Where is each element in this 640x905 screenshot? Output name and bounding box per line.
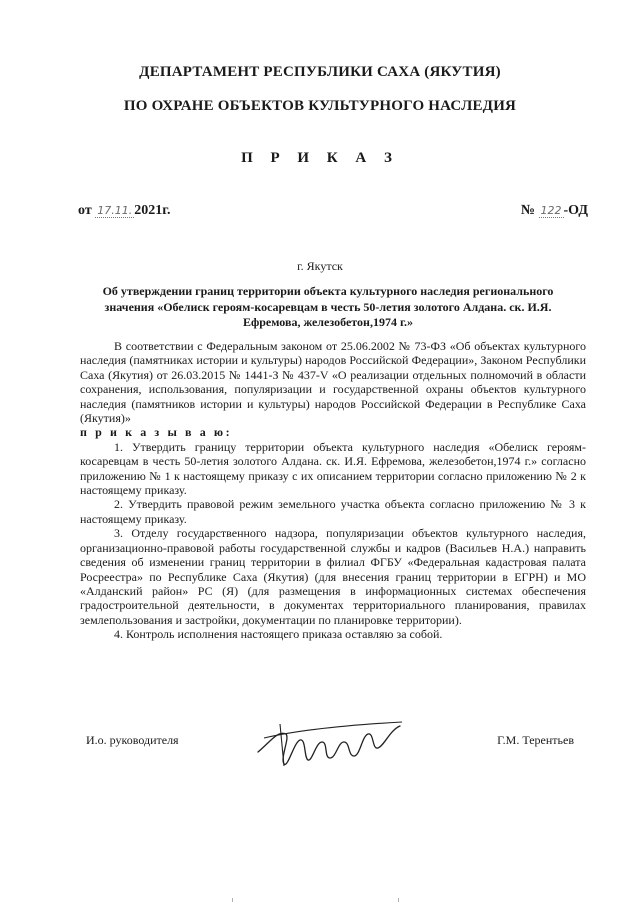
department-name: ДЕПАРТАМЕНТ РЕСПУБЛИКИ САХА (ЯКУТИЯ) xyxy=(139,64,501,80)
order-subject: Об утверждении границ территории объекта культурного наследия регионального значения «Обелиск героям-косаревцам в честь 50-летия золотого Алдана. ск. И.Я. Ефремова, железобетон,1974 г.» xyxy=(102,284,554,329)
order-number xyxy=(521,203,588,219)
order-item-2: 2. Утвердить правовой режим земельного участка объекта согласно приложению № 3 к настоящему приказу. xyxy=(80,497,586,526)
order-item-1: 1. Утвердить границу территории объекта культурного наследия «Обелиск героям-косаревцам в честь 50-летия золотого Алдана. ск. И.Я. Ефремова, железобетон,1974 г.» согласно приложению № 1 к настоящему приказу с их описанием территории согласно приложению № 2 к настоящему приказу. xyxy=(80,439,586,498)
handwritten-date: 17.11. xyxy=(97,204,133,217)
handwritten-signature xyxy=(250,712,410,776)
order-item-3: 3. Отделу государственного надзора, популяризации объектов культурного наследия, организационно-правовой работы государственной службы и кадров (Васильев Н.А.) направить сведения об изменении границ территории в филиал ФГБУ «Федеральная кадастровая палата Росреестра» по Республике Саха (Якутия) (для внесения границ территории в ЕГРН) и МО «Алданский район» РС (Я) (для размещения в информационных системах обеспечения градостроительной деятельности, в документах территориального планирования, правилах землепользования и застройки, документации по планировке территории). xyxy=(80,526,586,627)
scan-artifact xyxy=(232,898,233,902)
order-date xyxy=(78,203,170,219)
number-suffix: -ОД xyxy=(563,203,588,218)
preamble-paragraph: В соответствии с Федеральным законом от 25.06.2002 № 73-ФЗ «Об объектах культурного наследия (памятниках истории и культуры) народов Российской Федерации», Законом Республики Саха (Якутия) от 26.03.2015 № 1441-З № 437-V «О реализации отдельных полномочий в области сохранения, использования, популяризации и государственной охраны объектов культурного наследия (памятников истории и культуры) народов Российской Федерации в Республике Саха (Якутия)» xyxy=(80,339,586,426)
document-title: П Р И К А З xyxy=(241,150,399,166)
city-line: г. Якутск xyxy=(297,259,343,273)
number-prefix: № xyxy=(520,203,535,218)
decree-word: п р и к а з ы в а ю: xyxy=(80,425,233,440)
order-body xyxy=(80,339,586,642)
department-subtitle: ПО ОХРАНЕ ОБЪЕКТОВ КУЛЬТУРНОГО НАСЛЕДИЯ xyxy=(123,98,517,114)
signatory-role: И.о. руководителя xyxy=(86,733,179,747)
date-year: 2021г. xyxy=(134,203,171,218)
date-prefix: от xyxy=(78,203,92,218)
scan-artifact xyxy=(398,898,399,902)
order-item-4: 4. Контроль исполнения настоящего приказа оставляю за собой. xyxy=(114,627,443,642)
signatory-name: Г.М. Терентьев xyxy=(497,733,574,747)
handwritten-number: 122 xyxy=(540,204,562,217)
